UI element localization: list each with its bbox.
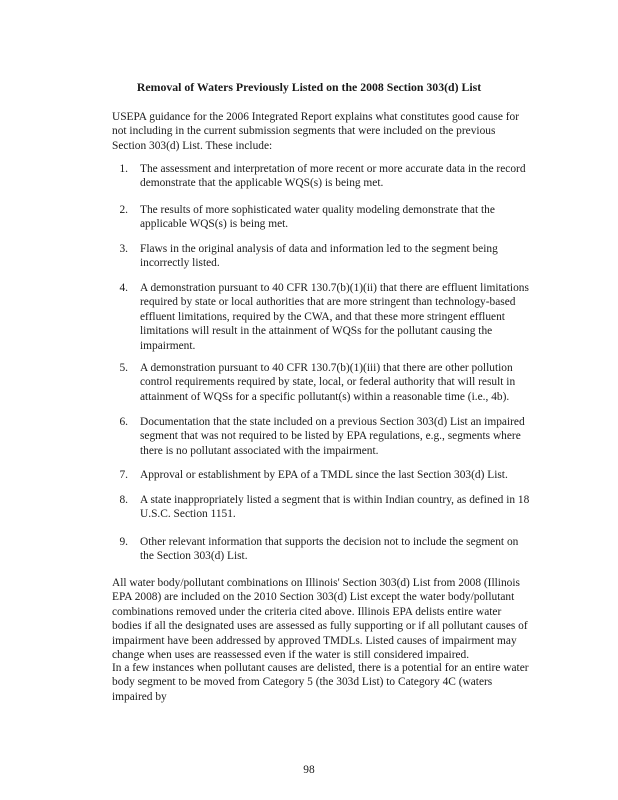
list-item-text: Approval or establishment by EPA of a TMDL since the last Section 303(d) List. <box>140 469 508 481</box>
list-item-text: A state inappropriately listed a segment that is within Indian country, as defined in 18 U.S.C. Section 1151. <box>140 494 530 521</box>
list-item-number: 8. <box>119 494 128 506</box>
body-paragraph: In a few instances when pollutant causes are delisted, there is a potential for an entire water body segment to be moved from Category 5 (the 303d List) to Category 4C (waters impaired by <box>112 662 529 703</box>
list-item-number: 4. <box>119 282 128 294</box>
page-title: Removal of Waters Previously Listed on the 2008 Section 303(d) List <box>136 80 482 94</box>
list-item-text: Other relevant information that supports the decision not to include the segment on the Section 303(d) List. <box>140 536 519 563</box>
list-item-number: 6. <box>119 416 128 428</box>
page-number: 98 <box>303 764 315 776</box>
list-item-text: The results of more sophisticated water quality modeling demonstrate that the applicable WQS(s) is being met. <box>140 204 495 231</box>
list-item-number: 1. <box>119 163 128 175</box>
intro-paragraph: USEPA guidance for the 2006 Integrated Report explains what constitutes good cause for not including in the current submission segments that were included on the previous Section 303(d) List. These include: <box>112 111 520 152</box>
list-item-text: Documentation that the state included on a previous Section 303(d) List an impaired segment that was not required to be listed by EPA regulations, e.g., segments where there is no pollutant associated with the impairment. <box>140 416 525 457</box>
list-item-text: A demonstration pursuant to 40 CFR 130.7(b)(1)(ii) that there are effluent limitations required by state or local authorities that are more stringent than technology-based effluent limitations, required by the CWA, and that these more stringent effluent limitations will result in the attainment of WQSs for the pollutant causing the impairment. <box>140 282 529 352</box>
list-item-number: 7. <box>119 469 128 481</box>
list-item-text: The assessment and interpretation of more recent or more accurate data in the record demonstrate that the applicable WQS(s) is being met. <box>140 163 526 190</box>
list-item-text: Flaws in the original analysis of data and information led to the segment being incorrectly listed. <box>140 243 498 270</box>
list-item-text: A demonstration pursuant to 40 CFR 130.7(b)(1)(iii) that there are other pollution control requirements required by state, local, or federal authority that will result in attainment of WQSs for a specific pollutant(s) within a reasonable time (i.e., 4b). <box>140 362 516 403</box>
list-item-number: 5. <box>119 362 128 374</box>
list-item-number: 9. <box>119 536 128 548</box>
list-item-number: 2. <box>119 204 128 216</box>
list-item-number: 3. <box>119 243 128 255</box>
body-paragraph: All water body/pollutant combinations on Illinois' Section 303(d) List from 2008 (Illinois EPA 2008) are included on the 2010 Section 303(d) List except the water body/pollutant combinations removed under the criteria cited above. Illinois EPA delists entire water bodies if all the designated uses are assessed as fully supporting or if all pollutant causes of impairment have been addressed by approved TMDLs. Listed causes of impairment may change when uses are reassessed even if the water is still considered impaired. <box>112 577 528 662</box>
